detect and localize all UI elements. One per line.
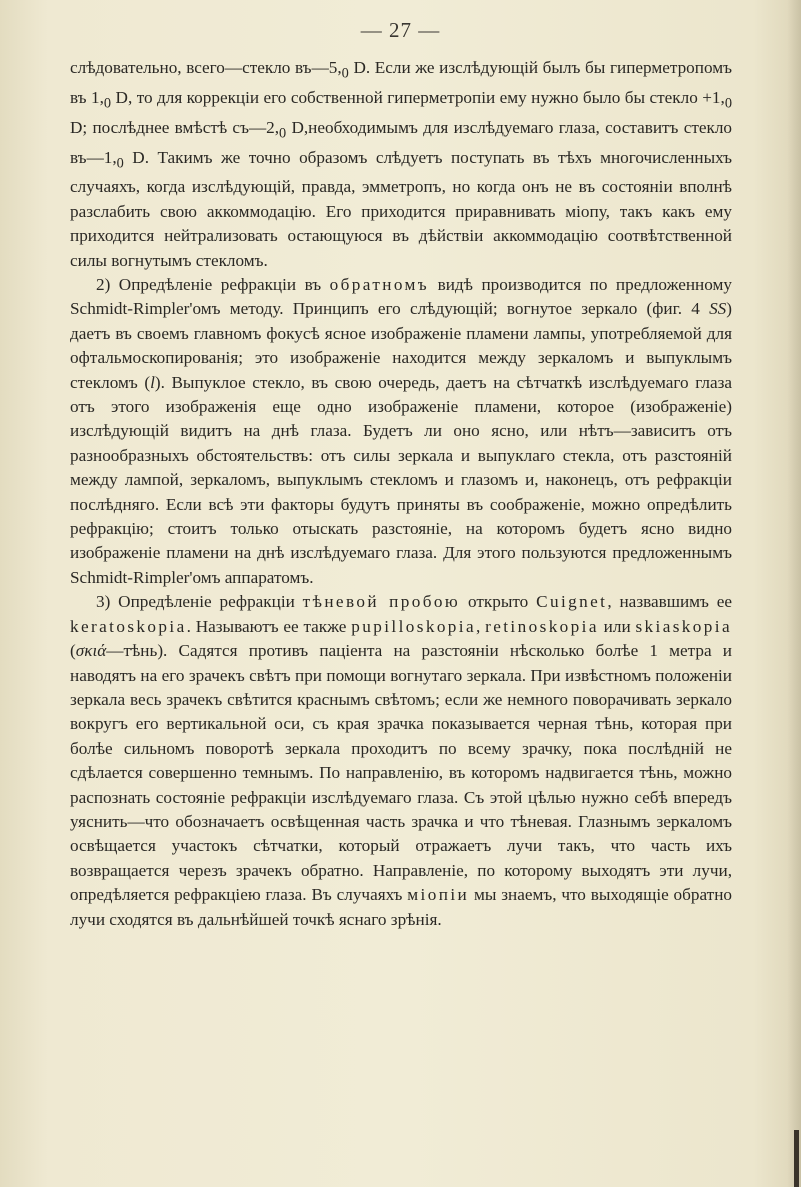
text-run: видѣ производится по предложенному Schmidt-Rimpler'омъ методу. Принципъ его слѣдующій; вогнутое зеркало (фиг. 4 — [70, 275, 732, 319]
text-run: или — [598, 616, 636, 636]
italic-term: l — [150, 372, 155, 392]
page-number: — 27 — — [360, 18, 441, 42]
text-run: , — [476, 616, 486, 636]
spaced-term: тѣневой пробою — [302, 592, 461, 612]
spaced-term: Cuignet — [536, 592, 608, 612]
text-run: D; послѣднее вмѣстѣ съ—2, — [70, 117, 280, 137]
italic-term: SS — [709, 299, 727, 319]
text-run: открыто — [460, 592, 537, 612]
subscript: 0 — [116, 154, 124, 171]
spaced-term: міопіи — [407, 885, 470, 905]
text-run: D. Такимъ же точно образомъ слѣдуетъ поступать въ тѣхъ многочисленныхъ случаяхъ, когда изслѣдующій, правда, эмметропъ, но когда онъ не въ состояніи вполнѣ разслабить свою аккоммодацію. Его приходится приравнивать міопу, такъ какъ ему приходится нейтрализовать остающуюся въ дѣйствіи аккоммодацію соотвѣтственной силы вогнутымъ стекломъ. — [70, 147, 732, 270]
page-edge-shadow — [787, 0, 801, 1187]
text-run: D. Если же изслѣдующій былъ бы гиперметропомъ въ 1, — [70, 58, 733, 107]
text-run: . Называютъ ее также — [186, 616, 352, 636]
spaced-term: pupilloskopia — [351, 616, 477, 636]
spaced-term: retinoskopia — [485, 616, 599, 636]
subscript: 0 — [279, 125, 287, 142]
paragraph-continuation — [70, 56, 732, 273]
subscript: 0 — [724, 95, 732, 112]
text-run: 3) Опредѣленіе рефракціи — [96, 592, 303, 612]
text-run: ( — [70, 641, 76, 661]
spaced-term: обратномъ — [329, 275, 430, 294]
page-edge-mark — [794, 1130, 799, 1187]
text-run: мы знаемъ, что выходящіе обратно лучи сходятся въ дальнѣйшей точкѣ яснаго зрѣнія. — [70, 885, 732, 929]
paragraph-skiaskopia — [70, 590, 732, 932]
paragraph-refraction-inverse-image — [70, 273, 732, 590]
spaced-term: skiaskopia — [635, 616, 732, 636]
subscript: 0 — [341, 65, 349, 82]
text-run: ). Выпуклое стекло, въ свою очередь, даетъ на сѣтчаткѣ изслѣдуемаго глаза отъ этого изображенія еще одно изображеніе пламени, которое (изображеніе) изслѣдующій видитъ на днѣ глаза. Будетъ ли оно ясно, или нѣтъ—зависитъ отъ разнообразныхъ обстоятельствъ: отъ силы зеркала и выпуклаго стекла, отъ разстояній между лампой, зеркаломъ, выпуклымъ стекломъ и глазомъ и, наконецъ, отъ рефракціи послѣдняго. Если всѣ эти факторы будутъ приняты въ соображеніе, можно опредѣлить рефракцію; стоитъ только отыскать разстояніе, на которомъ будетъ ясно видно изображеніе пламени на днѣ изслѣдуемаго глаза. Для этого пользуются предложеннымъ Schmidt-Rimpler'омъ аппаратомъ. — [70, 372, 732, 587]
text-run: D, то для коррекціи его собственной гиперметропіи ему нужно было бы стекло +1, — [111, 87, 725, 107]
text-run: 2) Опредѣленіе рефракціи въ — [96, 275, 330, 294]
text-run: слѣдовательно, всего—стекло въ—5, — [70, 58, 342, 77]
spaced-term: keratoskopia — [70, 616, 187, 636]
text-run: ) даетъ въ своемъ главномъ фокусѣ ясное изображеніе пламени лампы, употребляемой для офтальмоскопированія; это изображеніе находится между зеркаломъ и выпуклымъ стекломъ ( — [70, 299, 732, 392]
text-run: , назвавшимъ ее — [607, 592, 733, 612]
subscript: 0 — [103, 95, 112, 112]
text-run: D,необходимымъ для изслѣдуемаго глаза, составитъ стекло въ—1, — [70, 117, 732, 167]
body-text — [70, 56, 732, 932]
text-run: —тѣнь). Садятся противъ паціента на разстояніи нѣсколько болѣе 1 метра и наводятъ на его зрачекъ свѣтъ при помощи вогнутаго зеркала. При извѣстномъ положеніи зеркала весь зрачекъ свѣтится краснымъ свѣтомъ; если же немного поворачивать зеркало вокругъ его вертикальной оси, съ края зрачка показывается черная тѣнь, которая при болѣе сильномъ поворотѣ зеркала проходитъ по всему зрачку, пока послѣдній не сдѣлается совершенно темнымъ. По направленію, въ которомъ надвигается тѣнь, можно распознать состояніе рефракціи изслѣдуемаго глаза. Съ этой цѣлью нужно себѣ впередъ уяснить—что обозначаетъ освѣщенная часть зрачка и что тѣневая. Глазнымъ зеркаломъ освѣщается участокъ сѣтчатки, который отражаетъ лучи такъ, что часть ихъ возвращается черезъ зрачекъ обратно. Направленіе, по которому выходятъ эти лучи, опредѣляется рефракціею глаза. Въ случаяхъ — [70, 641, 732, 905]
italic-term: σκιά — [75, 641, 107, 661]
